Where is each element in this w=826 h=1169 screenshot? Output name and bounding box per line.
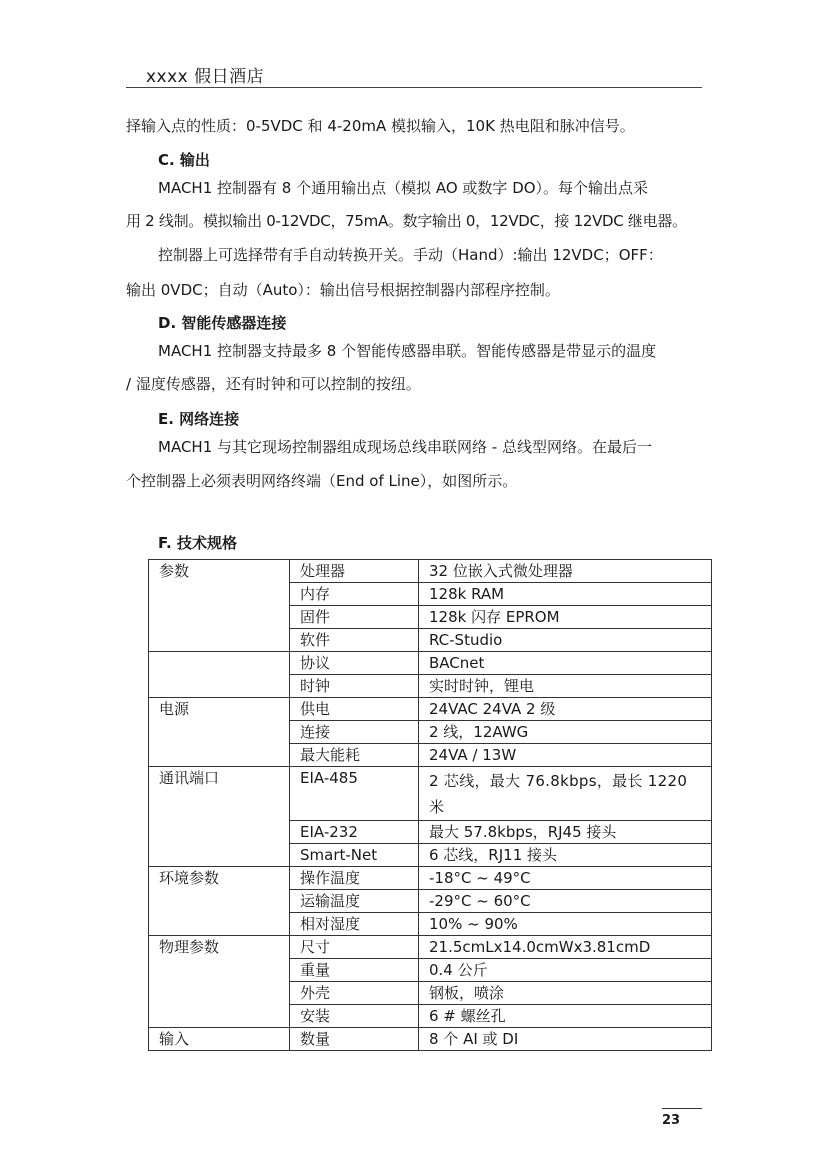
footer-divider [662,1108,702,1109]
table-cell-category [149,606,290,629]
table-cell-value: 2 线，12AWG [419,721,712,744]
table-cell-category [149,675,290,698]
table-row [149,560,712,583]
table-cell-item: 处理器 [290,560,419,583]
table-row [149,744,712,767]
table-cell-category: 参数 [149,560,290,583]
table-cell-value: -18°C ~ 49°C [419,867,712,890]
table-cell-value: 2 芯线，最大 76.8kbps，最长 1220 米 [419,767,712,821]
table-cell-item: 连接 [290,721,419,744]
section-heading-sensors: D. 智能传感器连接 [158,314,287,332]
table-cell-category: 输入 [149,1028,290,1051]
table-cell-category [149,721,290,744]
table-row [149,936,712,959]
table-cell-value: BACnet [419,652,712,675]
body-text-line: 输出 0VDC；自动（Auto）：输出信号根据控制器内部程序控制。 [126,281,560,299]
table-cell-value: 0.4 公斤 [419,959,712,982]
table-cell-item: 固件 [290,606,419,629]
table-cell-category [149,583,290,606]
table-cell-category [149,982,290,1005]
table-row [149,1028,712,1051]
body-text-line: 个控制器上必须表明网络终端（End of Line），如图所示。 [126,472,518,490]
table-row [149,583,712,606]
table-cell-value: 10% ~ 90% [419,913,712,936]
table-cell-item: 外壳 [290,982,419,1005]
table-cell-value: 32 位嵌入式微处理器 [419,560,712,583]
table-cell-value: 24VA / 13W [419,744,712,767]
table-cell-value: 128k 闪存 EPROM [419,606,712,629]
table-cell-item: EIA-485 [290,767,419,821]
body-text-line: / 湿度传感器，还有时钟和可以控制的按纽。 [126,375,421,393]
table-cell-value: 实时时钟，锂电 [419,675,712,698]
section-heading-output: C. 输出 [158,151,210,169]
table-row [149,890,712,913]
table-cell-category [149,844,290,867]
table-cell-value: 21.5cmLx14.0cmWx3.81cmD [419,936,712,959]
table-row [149,1005,712,1028]
table-cell-value: 24VAC 24VA 2 级 [419,698,712,721]
table-cell-item: 重量 [290,959,419,982]
table-cell-category [149,652,290,675]
table-cell-value: 8 个 AI 或 DI [419,1028,712,1051]
page-number: 23 [662,1113,681,1128]
table-cell-item: 相对湿度 [290,913,419,936]
table-row [149,959,712,982]
table-cell-value: 最大 57.8kbps，RJ45 接头 [419,821,712,844]
table-cell-value: RC-Studio [419,629,712,652]
section-heading-network: E. 网络连接 [158,410,240,428]
table-cell-value: 钢板，喷涂 [419,982,712,1005]
body-text-line: 控制器上可选择带有手自动转换开关。手动（Hand）:输出 12VDC；OFF： [158,246,663,264]
table-cell-item: 数量 [290,1028,419,1051]
table-cell-item: 软件 [290,629,419,652]
table-cell-item: 操作温度 [290,867,419,890]
table-row [149,675,712,698]
table-cell-category [149,913,290,936]
table-cell-item: 时钟 [290,675,419,698]
table-cell-item: 安装 [290,1005,419,1028]
table-cell-value: -29°C ~ 60°C [419,890,712,913]
table-row [149,867,712,890]
body-text-line: 用 2 线制。模拟输出 0-12VDC，75mA。数字输出 0，12VDC，接 12VDC 继电器。 [126,212,687,230]
table-cell-item: 内存 [290,583,419,606]
table-cell-category [149,1005,290,1028]
table-cell-item: EIA-232 [290,821,419,844]
table-cell-category [149,959,290,982]
table-cell-category [149,821,290,844]
table-cell-category [149,890,290,913]
table-cell-item: 最大能耗 [290,744,419,767]
table-row [149,982,712,1005]
table-row [149,652,712,675]
spec-table [148,559,712,1051]
table-cell-category: 电源 [149,698,290,721]
body-text-line: 择输入点的性质：0-5VDC 和 4-20mA 模拟输入，10K 热电阻和脉冲信号。 [126,117,635,135]
table-row [149,844,712,867]
table-cell-item: 运输温度 [290,890,419,913]
page-header-title: xxxx 假日酒店 [146,67,265,87]
body-text-line: MACH1 控制器有 8 个通用输出点（模拟 AO 或数字 DO）。每个输出点采 [158,179,649,197]
table-row [149,606,712,629]
table-row [149,913,712,936]
table-cell-category: 环境参数 [149,867,290,890]
table-row [149,629,712,652]
section-heading-specs: F. 技术规格 [158,534,237,552]
table-row [149,767,712,821]
table-cell-category: 通讯端口 [149,767,290,821]
table-cell-item: 供电 [290,698,419,721]
table-cell-category [149,744,290,767]
table-cell-item: Smart-Net [290,844,419,867]
table-row [149,721,712,744]
body-text-line: MACH1 与其它现场控制器组成现场总线串联网络 - 总线型网络。在最后一 [158,438,652,456]
table-cell-item: 协议 [290,652,419,675]
table-row [149,698,712,721]
body-text-line: MACH1 控制器支持最多 8 个智能传感器串联。智能传感器是带显示的温度 [158,342,657,360]
header-divider [126,87,702,88]
table-cell-value: 6 # 螺丝孔 [419,1005,712,1028]
table-cell-category: 物理参数 [149,936,290,959]
table-cell-value: 128k RAM [419,583,712,606]
table-cell-item: 尺寸 [290,936,419,959]
table-cell-category [149,629,290,652]
table-cell-value: 6 芯线，RJ11 接头 [419,844,712,867]
table-row [149,821,712,844]
